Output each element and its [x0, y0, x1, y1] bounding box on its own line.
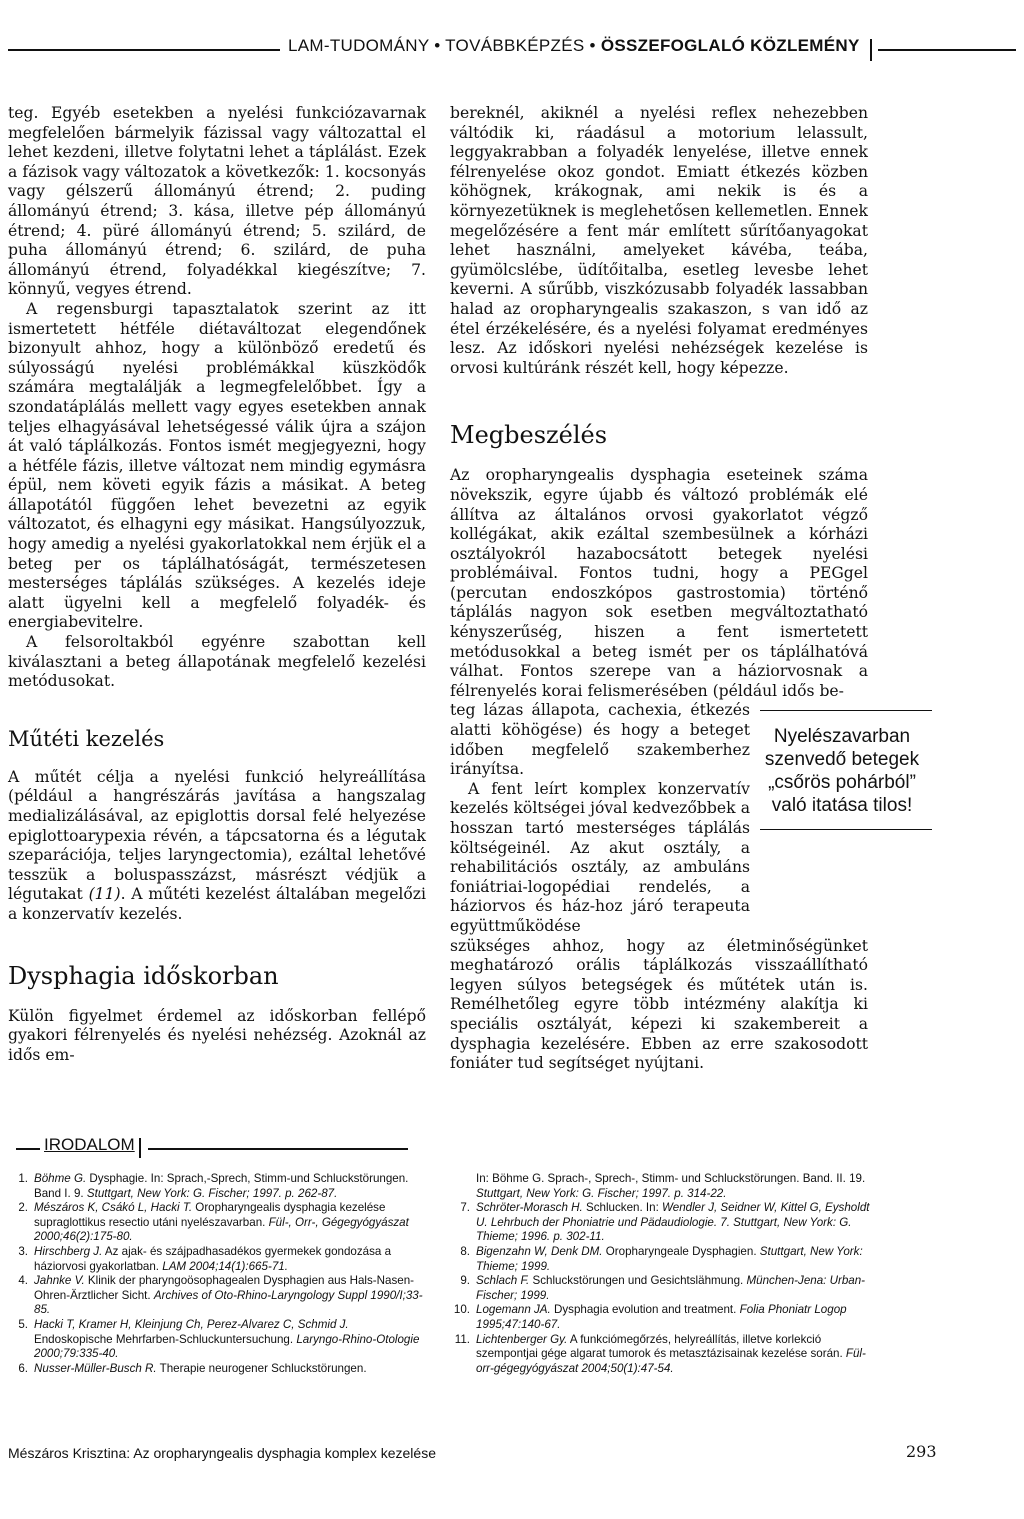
reference-number: 1. [18, 1172, 28, 1185]
reference-author: Hacki T, Kramer H, Kleinjung Ch, Perez-Alvarez C, Schmid J. [34, 1317, 349, 1331]
paragraph-text: A műtét célja a nyelési funkció helyreállítása (például a hangrészárás javítása a hangszalag medializálásával, az epiglottis dorsal felé helyezése epiglottoarypexia révén, a tápcsatorna és a légutak szeparációja, teljes laryngectomia), ezáltal lehetővé tesszük a boluspasszázst, másrészt védjük a légutakat [8, 767, 426, 904]
reference-item [450, 1245, 870, 1274]
reference-author: Schröter-Morasch H. [476, 1201, 583, 1215]
reference-text: Oropharyngealis dysphagia kezelése supraglottikus resectio utáni nyelészavarban. [34, 1201, 386, 1229]
reference-source: Fül-orr-gégegyógyászat 2004;50(1):47-54. [476, 1347, 866, 1375]
journal-header [288, 36, 860, 56]
footer-citation: Mészáros Krisztina: Az oropharyngealis dysphagia komplex kezelése [8, 1445, 436, 1461]
header-sections: LAM-TUDOMÁNY • TOVÁBBKÉPZÉS • [288, 36, 596, 55]
reference-text: Schluckstörungen und Gesichtslähmung. [529, 1274, 747, 1288]
reference-source: Folia Phoniatr Logop 1995;47:140-67. [476, 1303, 847, 1331]
reference-author: Nusser-Müller-Busch R. [34, 1361, 157, 1375]
reference-number: 4. [18, 1274, 28, 1288]
left-column [8, 104, 426, 1065]
reference-item [450, 1303, 870, 1332]
paragraph: szükséges ahhoz, hogy az életminőségünket meghatározó orális táplálkozás visszaállítható legyen súlyos betegségek és műtétek után is. Remélhetőleg egyre több intézmény alakítja ki speciális osztályát, képezi ki szakembereit a dysphagia kezelésére. Ebben az erre szakosodott foniáter tud segítséget nyújtani. [450, 936, 868, 1073]
header-rule-right [878, 49, 1016, 51]
reference-item [450, 1274, 870, 1303]
reference-number: 5. [18, 1317, 28, 1331]
references-rule-right [148, 1148, 408, 1150]
paragraph: Az oropharyngealis dysphagia eseteinek száma növekszik, egyre újabb és változó problémák elé állítva az általános orvosi gyakorlatot végző kollégákat, akik ezáltal szembesülnek a kórházi osztályokról hazabocsátott betegek nyelési problémáival. Fontos tudni, hogy a PEGgel (percutan endoszkópos gastrostomia) történő táplálás nagyon sok esetben megváltoztatható kényszerűség, hiszen a fent ismertetett metódusokkal a beteg ismét per os táplálhatóvá válhat. Fontos szerepe van a háziorvosnak a félrenyelés korai felismerésében (például idős be- [450, 466, 868, 700]
reference-item [450, 1333, 870, 1377]
reference-number: 9. [460, 1274, 470, 1288]
reference-source: Stuttgart, New York: Thieme; 1999. [476, 1244, 863, 1273]
paragraph: Külön figyelmet érdemel az időskorban fellépő gyakori félrenyelés és nyelési nehézség. Azoknál az idős em- [8, 1006, 426, 1064]
paragraph: teg. Egyéb esetekben a nyelési funkciózavarnak megfelelően bármelyik fázissal vagy változattal el lehet kezdeni, illetve folytatni lehet a táplálást. Ezek a fázisok vagy változatok a következők: 1. kocsonyás vagy gélszerű állományú étrend; 2. puding állományú étrend; 3. kása, illetve pép állományú étrend; 4. püré állományú étrend; 5. szilárd, de puha állományú étrend; 6. szilárd, de puha állományú étrend, folyadékkal kiegészítve; 7. könnyű, vegyes étrend. [8, 104, 426, 299]
reference-source: Wendler J, Seidner W, Kittel G, Eysholdt U. Lehrbuch der Phoniatrie und Pädaudiologie. 7. Stuttgart, New York: G. Thieme; 1996. p. 302-11. [476, 1201, 870, 1244]
reference-source: Stuttgart, New York: G. Fischer; 1997. p. 262-87. [86, 1186, 338, 1200]
reference-text: Klinik der pharyngoösophagealen Dysphagien aus Hals-Nasen-Ohren-Ärztlicher Sicht. [34, 1274, 415, 1302]
references-rule-left [16, 1148, 40, 1150]
pull-quote-rule-bottom [760, 829, 932, 830]
reference-item [8, 1245, 426, 1274]
right-column [450, 104, 868, 1074]
references-mark [139, 1138, 141, 1158]
page-number: 293 [906, 1442, 937, 1461]
paragraph: A regensburgi tapasztalatok szerint az itt ismertetett hétféle diétaváltozat elegendőnek bizonyult ahhoz, hogy a különböző eredetű és súlyosságú nyelési problémákkal küszködők számára megtalálják a legmegfelelőbbet. Így a szondatáplálás mellett vagy egyes esetekben annak teljes elhagyásával lehetségessé válik újra a szájon át való táplálkozás. Fontos ismét megjegyezni, hogy a hétféle fázis, illetve változat nem mindig egymásra épül, nem követi egyik fázis a másikat. A beteg állapotától függően lehet bevezetni az egyik változatot, és elhagyni egy másikat. Hangsúlyozzuk, hogy amedig a nyelési gyakorlatokkal nem érjük el a beteg per os táplálhatóságát, természetesen mesterséges táplálás szükséges. A kezelés ideje alatt ügyelni kell a megfelelő folyadék- és energiabevitelre. [8, 299, 426, 632]
reference-text: Az ajak- és szájpadhasadékos gyermekek gondozása a háziorvosi gyakorlatban. [34, 1244, 392, 1273]
reference-number: 8. [460, 1244, 470, 1258]
reference-number: 7. [460, 1201, 470, 1215]
reference-author: Logemann JA. [476, 1303, 551, 1317]
reference-text: Dysphagie. In: Sprach,-Sprech, Stimm-und Schluckstörungen. Band I. 9. [34, 1172, 409, 1200]
reference-text: Dysphagia evolution and treatment. [550, 1303, 740, 1317]
references-right [450, 1172, 870, 1376]
reference-item [8, 1274, 426, 1318]
citation: (11) [88, 885, 121, 904]
reference-source: München-Jena: Urban-Fischer; 1999. [476, 1274, 866, 1302]
reference-item [8, 1318, 426, 1362]
reference-text: Endoskopische Mehrfarben-Schluckuntersuchung. [34, 1332, 297, 1346]
reference-text: Oropharyngeale Dysphagien. [602, 1244, 760, 1258]
reference-source: Fül-, Orr-, Gégegyógyászat 2000;46(2):175-80. [34, 1215, 409, 1244]
reference-number: 2. [18, 1201, 28, 1215]
paragraph: A fent leírt komplex konzervatív kezelés költségei jóval kedvezőbbek a hosszan tartó mesterséges táplálás költségeinél. Az akut osztály, a rehabilitációs osztály, az ambuláns foniátriai-logopédiai rendelés, a háziorvos és ház-hoz járó terapeuta együttműködése [450, 779, 750, 935]
reference-item [8, 1362, 426, 1377]
pull-quote [752, 710, 932, 830]
reference-author: Mészáros K, Csákó L, Hacki T. [34, 1201, 193, 1215]
pull-quote-text: Nyelészavarban szenvedő betegek „csőrös pohárból” való itatása tilos! [764, 726, 920, 816]
reference-author: Jahnke V. [34, 1274, 85, 1288]
reference-number: 3. [18, 1244, 28, 1258]
reference-author: Bigenzahn W, Denk DM. [476, 1244, 603, 1258]
reference-item [8, 1172, 426, 1201]
header-rule-left [8, 49, 280, 51]
reference-item [8, 1201, 426, 1245]
reference-text: Schlucken. In: [582, 1201, 663, 1215]
reference-text: A funkciómegőrzés, helyreállítás, illetve korlekció szempontjai gége algarat tumorok és metasztázisainak kezelése során. [476, 1332, 846, 1361]
reference-text: Therapie neurogener Schluckstörungen. [156, 1361, 367, 1375]
running-header [8, 36, 1016, 66]
reference-item [450, 1201, 870, 1245]
references-header [8, 1135, 1016, 1159]
reference-text: In: Böhme G. Sprach-, Sprech-, Stimm- und Schluckstörungen. Band. II. 19. [476, 1172, 866, 1185]
reference-author: Böhme G. [34, 1172, 87, 1185]
reference-source: Stuttgart, New York: G. Fischer; 1997. p. 314-22. [476, 1186, 727, 1200]
header-end-mark [870, 39, 872, 61]
reference-author: Schlach F. [476, 1274, 530, 1288]
reference-source: LAM 2004;14(1):665-71. [162, 1259, 288, 1273]
references-title: IRODALOM [44, 1135, 135, 1154]
reference-number: 6. [18, 1361, 28, 1375]
section-heading-surgical: Műtéti kezelés [8, 726, 165, 751]
paragraph-text: . A műtéti kezelést általában megelőzi a konzervatív kezelés. [8, 885, 426, 923]
references-left [8, 1172, 426, 1376]
reference-number: 10. [453, 1303, 470, 1317]
section-heading-elderly: Dysphagia időskorban [8, 961, 279, 990]
reference-item [450, 1172, 870, 1201]
reference-author: Hirschberg J. [34, 1244, 103, 1258]
paragraph: bereknél, akiknél a nyelési reflex nehezebben váltódik ki, ráadásul a motorium lelassult, leggyakrabban a folyadék lenyelése, illetve ennek félrenyelése okoz gondot. Emiatt étkezés közben köhögnek, krákognak, ami nekik is és a környezetüknek is meglehetősen kellemetlen. Ennek megelőzésére a fent már említett sűrítőanyagokat lehet használni, amelyeket kávéba, teába, gyümölcslébe, üdítőitalba, esetleg levesbe lehet keverni. A sűrűbb, viszkózusabb folyadék lassabban halad az oropharyngealis szakaszon, s van idő az étel érzékelésére, és a nyelési folyamat eredményes lesz. Az időskori nyelési nehézségek kezelése is orvosi kultúránk részét kell, hogy képezze. [450, 104, 868, 377]
paragraph: A felsoroltakból egyénre szabottan kell kiválasztani a beteg állapotának megfelelő kezelési metódusokat. [8, 633, 426, 691]
reference-number: 11. [454, 1332, 470, 1346]
header-article-type: ÖSSZEFOGLALÓ KÖZLEMÉNY [600, 36, 860, 55]
section-heading-discussion: Megbeszélés [450, 421, 608, 450]
paragraph [8, 768, 426, 925]
reference-source: Laryngo-Rhino-Otologie 2000;79:335-40. [34, 1332, 420, 1361]
reference-source: Archives of Oto-Rhino-Laryngology Suppl 1990/I;33-85. [34, 1288, 423, 1317]
paragraph: teg lázas állapota, cachexia, étkezés alatti köhögése) és hogy a beteget időben megfelelő szakemberhez irányítsa. [450, 701, 750, 779]
reference-author: Lichtenberger Gy. [476, 1332, 568, 1346]
